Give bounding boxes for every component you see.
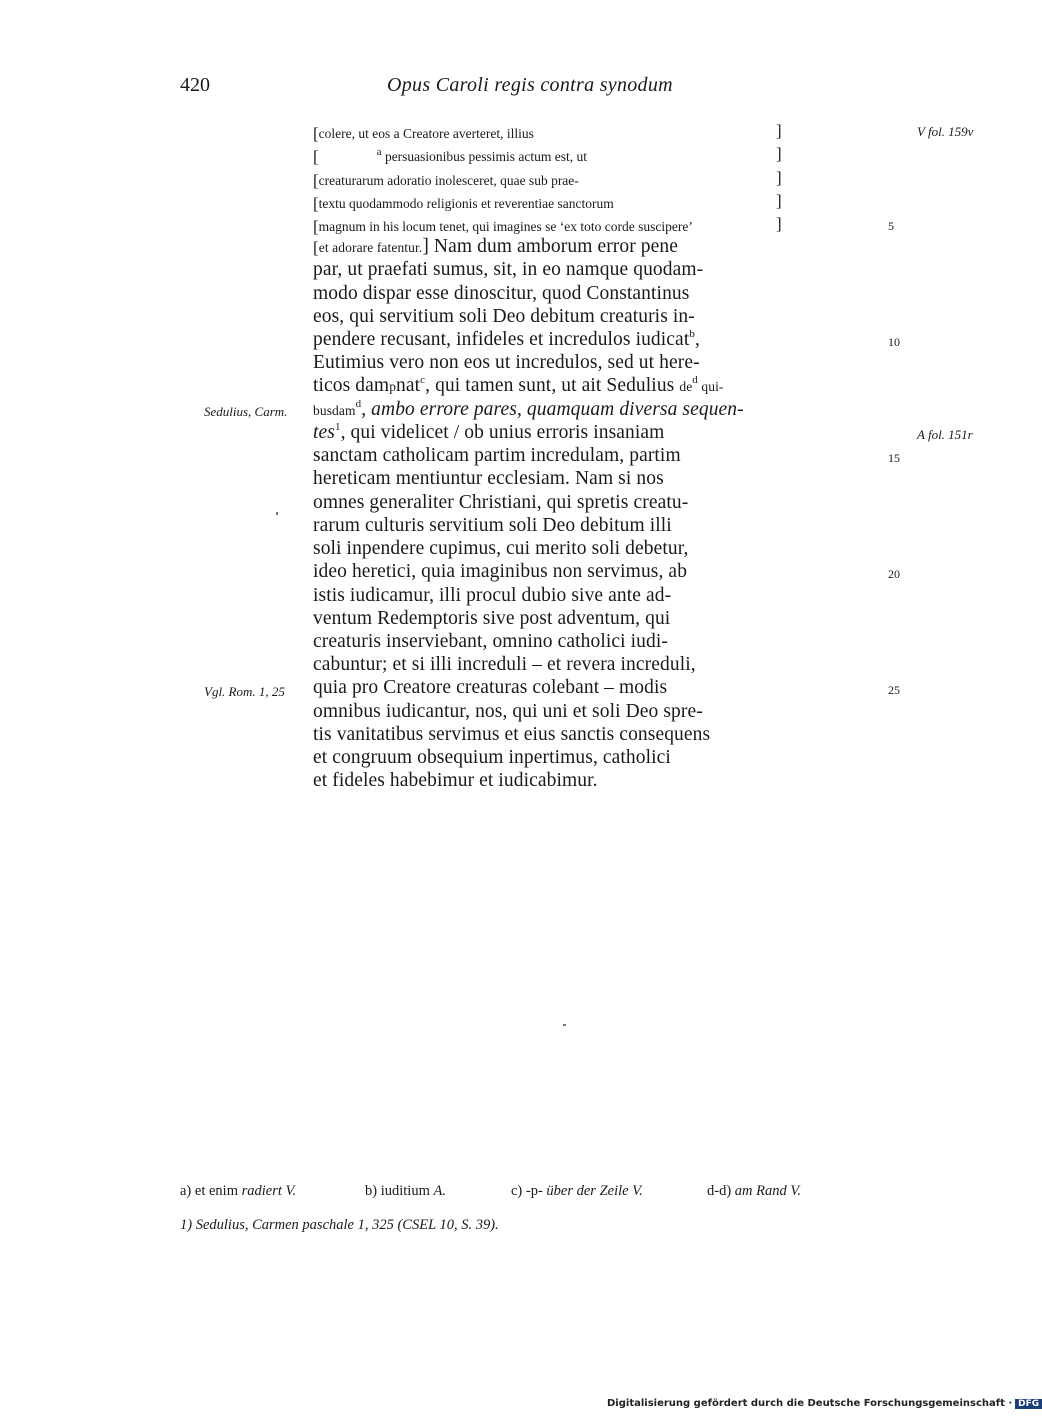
text-line-18: rarum culturis servitium soli Deo debitum illi — [313, 515, 672, 536]
margin-note-folio: V fol. 159v — [917, 124, 974, 139]
scan-speck — [563, 1024, 566, 1026]
line-number: 10 — [888, 335, 900, 349]
text-line-24: cabuntur; et si illi increduli – et revera increduli, — [313, 654, 696, 675]
page-number: 420 — [180, 74, 210, 96]
text-line-21: istis iudicamur, illi procul dubio sive ante ad- — [313, 585, 672, 606]
text-line-19: soli inpendere cupimus, cui merito soli debetur, — [313, 538, 689, 559]
text-line-2: [ $^a$ persuasionibus pessimis actum est, ut — [313, 145, 588, 166]
footnote-a: a) et enim radiert V. — [180, 1183, 297, 1199]
line-number: 20 — [888, 567, 900, 581]
text-line-20: ideo heretici, quia imaginibus non servimus, ab — [313, 561, 688, 582]
funding-notice — [607, 1398, 1042, 1409]
closing-bracket: ] — [776, 191, 782, 210]
text-line-14: tes$^1$, qui videlicet / ob unius erroris insaniam — [313, 420, 665, 443]
text-line-26: omnibus iudicantur, nos, qui uni et soli Deo spre- — [313, 701, 703, 722]
text-line-4: [textu quodammodo religionis et reverentiae sanctorum — [313, 194, 614, 213]
text-line-17: omnes generaliter Christiani, qui spretis creatu- — [313, 492, 689, 513]
margin-note-source: Sedulius, Carm. — [204, 404, 288, 419]
closing-bracket: ] — [776, 214, 782, 233]
text-line-23: creaturis inserviebant, omnino catholici iudi- — [313, 631, 668, 652]
footnote-d: d-d) am Rand V. — [707, 1183, 801, 1199]
text-line-22: ventum Redemptoris sive post adventum, qui — [313, 608, 671, 629]
text-line-16: hereticam mentiuntur ecclesiam. Nam si nos — [313, 468, 664, 489]
text-line-27: tis vanitatibus servimus et eius sanctis consequens — [313, 724, 711, 745]
dfg-logo: DFG — [1015, 1399, 1042, 1409]
closing-bracket: ] — [776, 121, 782, 140]
margin-note-folio: A fol. 151r — [917, 427, 973, 442]
text-line-8: modo dispar esse dinoscitur, quod Constantinus — [313, 283, 690, 304]
text-line-13: busdam$^d$, ambo errore pares, quamquam diversa sequen- — [313, 397, 744, 420]
margin-note-source: Vgl. Rom. 1, 25 — [204, 684, 285, 699]
text-line-28: et congruum obsequium inpertimus, catholici — [313, 747, 671, 768]
text-line-5: [magnum in his locum tenet, qui imagines se ‘ex toto corde suscipere’ — [313, 217, 693, 236]
funding-notice-text: Digitalisierung gefördert durch die Deutsche Forschungsgemeinschaft · — [607, 1398, 1013, 1409]
line-number: 5 — [888, 219, 894, 233]
closing-bracket: ] — [776, 144, 782, 163]
footnote-b: b) iuditium A. — [365, 1183, 446, 1199]
text-line-9: eos, qui servitium soli Deo debitum creaturis in- — [313, 306, 695, 327]
text-line-1: [colere, ut eos a Creatore averteret, illius — [313, 124, 534, 143]
text-line-29: et fideles habebimur et iudicabimur. — [313, 770, 598, 791]
scan-speck — [276, 512, 278, 515]
text-line-12: ticos dampnat$^c$, qui tamen sunt, ut ait Sedulius $de^d$ qui- — [313, 373, 724, 396]
line-number: 25 — [888, 683, 900, 697]
footnote-c: c) -p- über der Zeile V. — [511, 1183, 643, 1199]
closing-bracket: ] — [776, 168, 782, 187]
text-line-15: sanctam catholicam partim incredulam, partim — [313, 445, 681, 466]
line-number: 15 — [888, 451, 900, 465]
text-line-25: quia pro Creatore creaturas colebant – modis — [313, 677, 668, 698]
text-line-7: par, ut praefati sumus, sit, in eo namque quodam- — [313, 259, 704, 280]
text-line-10: pendere recusant, infideles et incredulos iudicat$^b$, — [313, 327, 700, 350]
text-line-3: [creaturarum adoratio inolesceret, quae sub prae- — [313, 171, 579, 190]
running-title: Opus Caroli regis contra synodum — [387, 74, 673, 96]
footnote-source: 1) Sedulius, Carmen paschale 1, 325 (CSEL 10, S. 39). — [180, 1217, 499, 1233]
text-line-6: [et adorare fatentur.] Nam dum amborum error pene — [313, 236, 679, 257]
text-line-11: Eutimius vero non eos ut incredulos, sed ut here- — [313, 352, 700, 373]
